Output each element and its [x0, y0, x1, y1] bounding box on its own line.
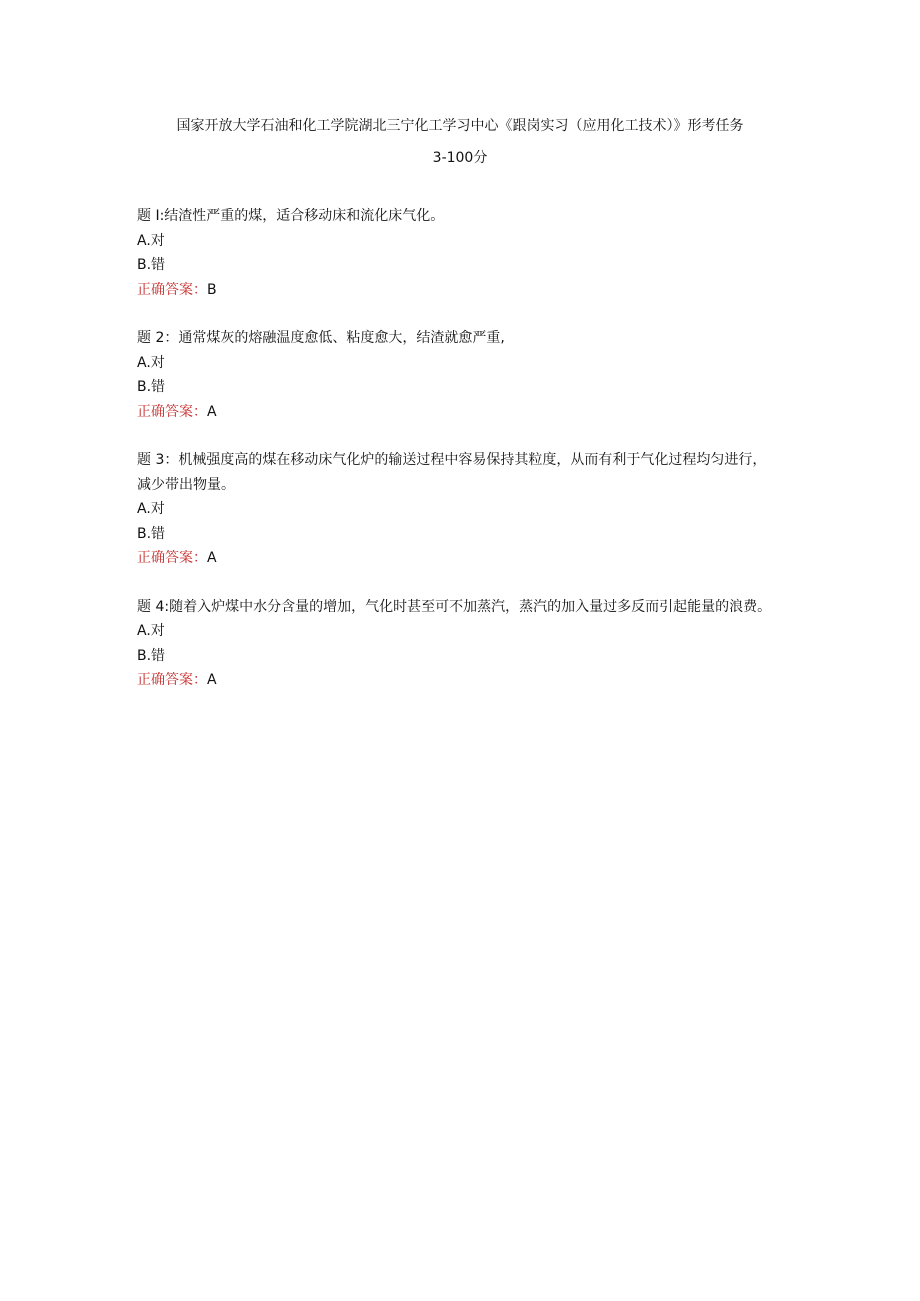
question-2-answer-value: A	[207, 403, 217, 420]
question-3-option-a: A.对	[137, 501, 165, 517]
question-1-text: 题 I:结渣性严重的煤，适合移动床和流化床气化。	[137, 208, 445, 224]
question-4-option-a: A.对	[137, 623, 165, 639]
question-2-text: 题 2：通常煤灰的熔融温度愈低、粘度愈大，结渣就愈严重,	[137, 330, 505, 346]
question-1-option-a: A.对	[137, 232, 165, 249]
question-1-answer-label: 正确答案：	[137, 281, 207, 298]
document-title-line-2: 3-100分	[432, 150, 488, 166]
question-1-option-b: B.错	[137, 257, 166, 273]
question-3	[137, 448, 777, 571]
question-4-option-b: B.错	[137, 647, 166, 664]
question-list	[137, 204, 777, 717]
question-3-option-b: B.错	[137, 525, 166, 542]
question-2-option-b: B.错	[137, 379, 166, 395]
question-4-answer-value: A	[207, 672, 217, 688]
question-4-answer-label: 正确答案：	[137, 672, 207, 688]
question-4	[137, 595, 777, 693]
question-4-answer	[137, 668, 777, 693]
question-3-answer-value: A	[207, 550, 217, 566]
document-title-line-1: 国家开放大学石油和化工学院湖北三宁化工学习中心《跟岗实习（应用化工技术）》形考任务	[176, 118, 744, 134]
question-1-answer	[137, 278, 777, 303]
question-1	[137, 204, 777, 302]
question-3-text: 题 3：机械强度高的煤在移动床气化炉的输送过程中容易保持其粒度，从而有利于气化过程均匀进行，减少带出物量。	[137, 452, 767, 493]
question-2-answer	[137, 400, 777, 425]
question-3-answer-label: 正确答案：	[137, 550, 207, 566]
question-2-answer-label: 正确答案：	[137, 403, 207, 420]
question-1-answer-value: B	[207, 281, 217, 298]
question-2	[137, 326, 777, 424]
question-3-answer	[137, 546, 777, 571]
question-4-text: 题 4:随着入炉煤中水分含量的增加，气化时甚至可不加蒸汽，蒸汽的加入量过多反而引起能量的浪费。	[137, 598, 772, 615]
question-2-option-a: A.对	[137, 354, 165, 371]
